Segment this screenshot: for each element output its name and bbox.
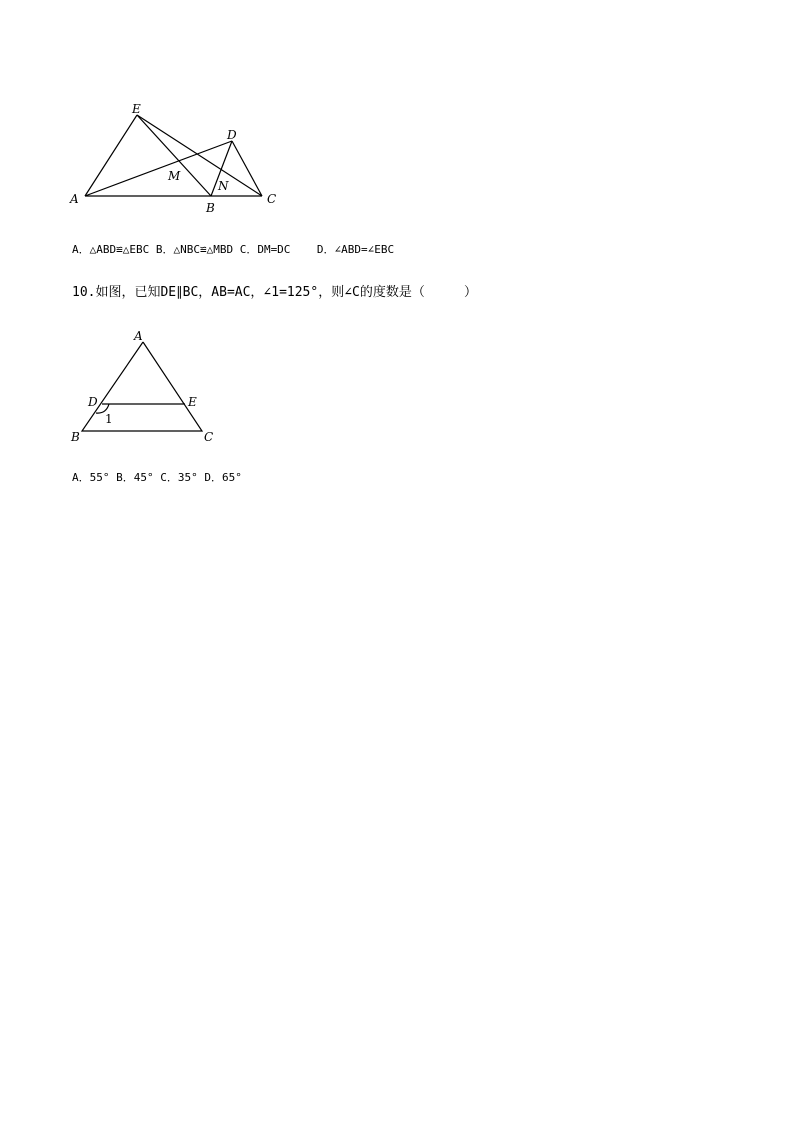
label-a: A — [134, 329, 143, 343]
label-m: M — [168, 169, 181, 183]
figure-triangle-abc-de-parallel — [60, 320, 230, 450]
label-b: B — [206, 201, 215, 215]
label-e: E — [132, 102, 141, 116]
label-e: E — [188, 395, 197, 409]
label-d: D — [227, 128, 237, 142]
segment-ad — [85, 141, 232, 196]
label-a: A — [70, 192, 79, 206]
triangle-abc — [82, 342, 202, 431]
segment-ae — [85, 115, 137, 196]
label-b: B — [71, 430, 80, 444]
segment-dc — [232, 141, 262, 196]
angle-1-label: 1 — [105, 412, 113, 426]
label-d: D — [88, 395, 98, 409]
answer-options-q10: A．55° B．45° C．35° D．65° — [72, 471, 242, 484]
question-10-text: 10.如图，已知DE∥BC，AB=AC，∠1=125°，则∠C的度数是（ ） — [72, 285, 477, 300]
figure-triangles-abd-ebc — [60, 95, 290, 220]
answer-options-q9: A．△ABD≌△EBC B．△NBC≌△MBD C．DM=DC D．∠ABD=∠EBC — [72, 243, 395, 256]
label-c: C — [267, 192, 277, 206]
label-n: N — [218, 179, 229, 193]
label-c: C — [204, 430, 214, 444]
